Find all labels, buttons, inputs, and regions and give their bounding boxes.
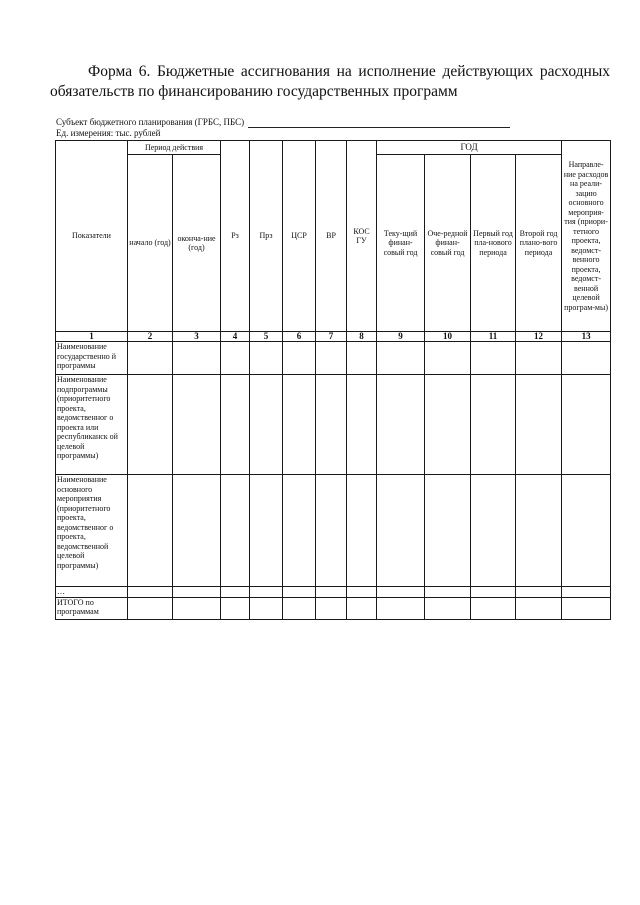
table-cell	[471, 587, 516, 598]
table-cell	[377, 375, 425, 475]
col-number: 5	[250, 332, 283, 342]
table-cell	[425, 342, 471, 375]
table-cell	[316, 587, 347, 598]
subject-blank-line	[248, 118, 510, 128]
unit-label: Ед. измерения: тыс. рублей	[56, 128, 161, 138]
table-cell	[471, 475, 516, 587]
table-cell	[250, 342, 283, 375]
table-cell	[250, 587, 283, 598]
table-cell	[377, 597, 425, 619]
table-cell	[562, 475, 611, 587]
table-cell	[377, 587, 425, 598]
form-title-line-2: обязательств по финансированию государственных программ	[50, 83, 458, 100]
table-row	[56, 375, 611, 475]
header-rz: Рз	[221, 141, 250, 332]
header-current-year: Теку-щий финан-совый год	[377, 155, 425, 332]
header-second-plan-year: Второй год плано-вого периода	[516, 155, 562, 332]
table-cell	[562, 597, 611, 619]
table-cell	[516, 475, 562, 587]
table-cell	[173, 587, 221, 598]
table-cell	[316, 475, 347, 587]
table-cell	[316, 597, 347, 619]
table-row	[56, 597, 611, 619]
unit-line	[56, 128, 160, 139]
col-number: 12	[516, 332, 562, 342]
table-cell	[173, 375, 221, 475]
table-cell	[347, 587, 377, 598]
header-next-year: Оче-редной финан-совый год	[425, 155, 471, 332]
row-label-subprogram: Наименование подпрограммы (приоритетного проекта, ведомственног о проекта или республиканск ой целевой программы)	[56, 375, 128, 475]
table-cell	[250, 375, 283, 475]
header-first-plan-year: Первый год пла-нового периода	[471, 155, 516, 332]
table-cell	[283, 597, 316, 619]
table-row	[56, 475, 611, 587]
table-cell	[283, 587, 316, 598]
row-label-main-activity: Наименование основного мероприятия (приоритетного проекта, ведомственног о проекта, ведомственной целевой программы)	[56, 475, 128, 587]
table-cell	[128, 475, 173, 587]
col-number: 13	[562, 332, 611, 342]
table-cell	[250, 597, 283, 619]
row-label-ellipsis: …	[56, 587, 128, 598]
form-title	[50, 62, 610, 102]
table-cell	[283, 475, 316, 587]
table-cell	[425, 587, 471, 598]
table-cell	[516, 342, 562, 375]
table-cell	[377, 475, 425, 587]
subject-label: Субъект бюджетного планирования (ГРБС, ПБС)	[56, 117, 245, 127]
table-cell	[221, 475, 250, 587]
table-cell	[173, 597, 221, 619]
table-cell	[283, 342, 316, 375]
table-cell	[221, 342, 250, 375]
table-cell	[425, 375, 471, 475]
table-cell	[173, 475, 221, 587]
header-csr: ЦСР	[283, 141, 316, 332]
table-cell	[128, 587, 173, 598]
table-cell	[425, 597, 471, 619]
table-cell	[562, 375, 611, 475]
table-row	[56, 587, 611, 598]
table-cell	[347, 475, 377, 587]
header-vr: ВР	[316, 141, 347, 332]
table-cell	[316, 375, 347, 475]
header-year-group: ГОД	[377, 141, 562, 155]
table-cell	[250, 475, 283, 587]
table-cell	[128, 342, 173, 375]
table-cell	[283, 375, 316, 475]
col-number: 1	[56, 332, 128, 342]
col-number: 8	[347, 332, 377, 342]
table-cell	[128, 597, 173, 619]
table-cell	[347, 597, 377, 619]
col-number: 6	[283, 332, 316, 342]
table-cell	[516, 597, 562, 619]
table-cell	[347, 342, 377, 375]
table-cell	[221, 375, 250, 475]
col-number: 4	[221, 332, 250, 342]
table-cell	[316, 342, 347, 375]
table-cell	[425, 475, 471, 587]
table-cell	[377, 342, 425, 375]
form-title-line-1: Форма 6. Бюджетные ассигнования на исполнение действующих расходных	[88, 63, 610, 80]
row-label-program: Наименование государственно й программы	[56, 342, 128, 375]
col-number: 2	[128, 332, 173, 342]
header-period: Период действия	[128, 141, 221, 155]
header-kosgu: КОС ГУ	[347, 141, 377, 332]
header-start: начало (год)	[128, 155, 173, 332]
header-indicators: Показатели	[56, 141, 128, 332]
table-cell	[516, 587, 562, 598]
header-end: оконча-ние (год)	[173, 155, 221, 332]
table-row	[56, 342, 611, 375]
subject-line	[56, 117, 510, 128]
col-number: 10	[425, 332, 471, 342]
table-cell	[471, 597, 516, 619]
table-cell	[471, 342, 516, 375]
header-direction: Направле-ние расходов на реали-зацию основного мероприя-тия (приори-тетного проекта, ведомст-венного проекта, ведомст-венной целевой програм-мы)	[562, 141, 611, 332]
table-cell	[221, 587, 250, 598]
col-number: 9	[377, 332, 425, 342]
row-label-total: ИТОГО по программам	[56, 597, 128, 619]
header-prz: Прз	[250, 141, 283, 332]
budget-table	[55, 140, 611, 620]
col-number: 3	[173, 332, 221, 342]
table-cell	[173, 342, 221, 375]
table-cell	[347, 375, 377, 475]
col-number: 11	[471, 332, 516, 342]
column-number-row	[56, 332, 611, 342]
table-cell	[128, 375, 173, 475]
table-cell	[516, 375, 562, 475]
table-cell	[221, 597, 250, 619]
table-cell	[562, 587, 611, 598]
table-cell	[562, 342, 611, 375]
col-number: 7	[316, 332, 347, 342]
table-cell	[471, 375, 516, 475]
